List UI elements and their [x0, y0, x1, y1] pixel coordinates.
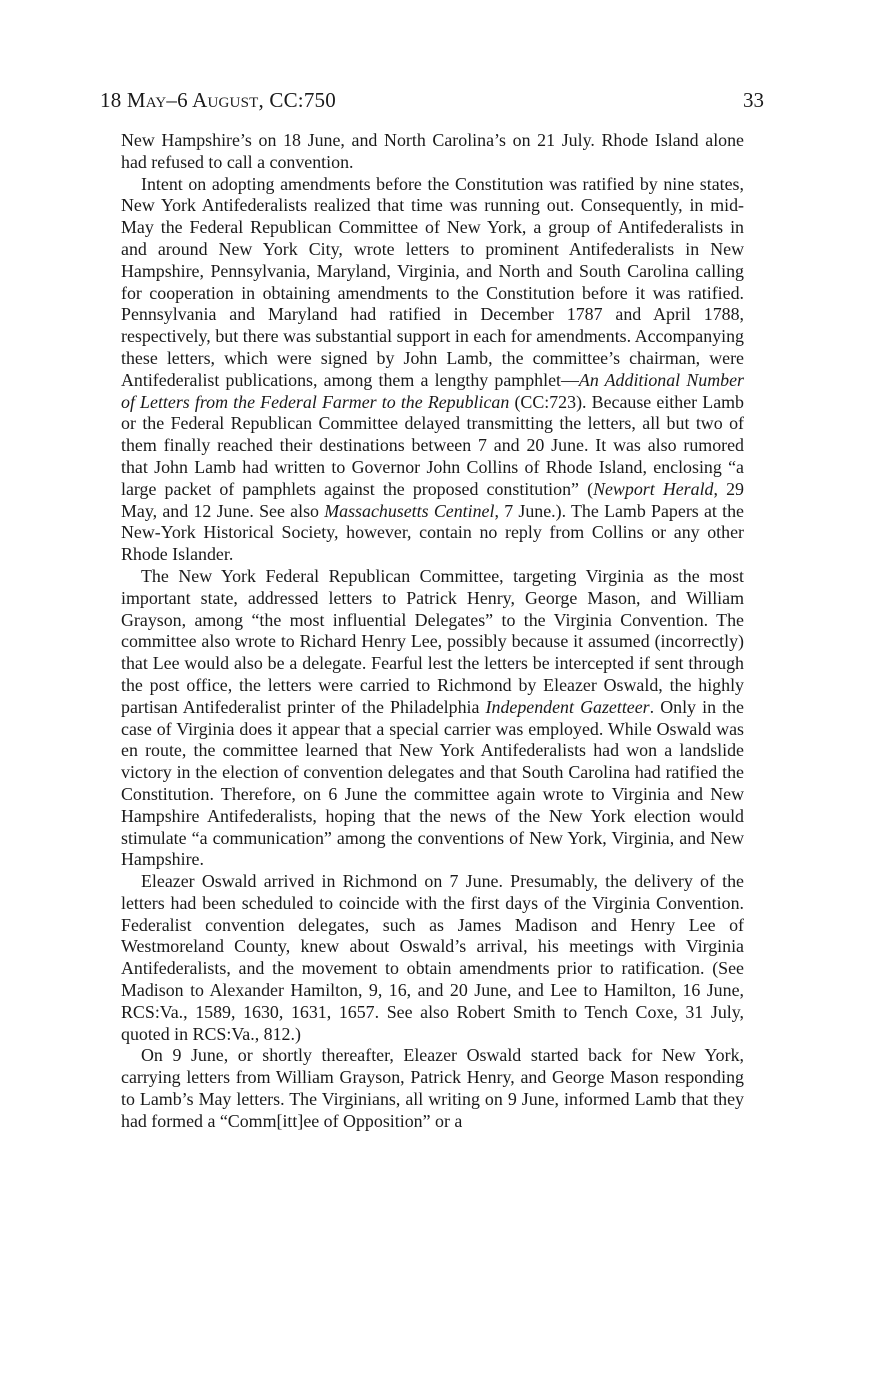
paragraph-1 [121, 130, 744, 174]
paragraph-4 [121, 871, 744, 1045]
body-text [121, 130, 744, 1133]
paragraph-1-text: New Hampshire’s on 18 June, and North Carolina’s on 21 July. Rhode Island alone had refused to call a convention. [121, 130, 744, 172]
page-number: 33 [743, 88, 764, 112]
paragraph-2-text: , 29 May, and 12 June. See also [121, 478, 745, 521]
pamphlet-title: An Additional Number of Letters from the Federal Farmer to the Republican [121, 369, 744, 412]
paragraph-4-text: Eleazer Oswald arrived in Richmond on 7 June. Presumably, the delivery of the letters had been scheduled to coincide with the first days of the Virginia Convention. Federalist convention delegates, such as James Madison and Henry Lee of Westmoreland County, knew about Oswald’s arrival, his meetings with Virginia Antifederalists, and the movement to obtain amendments prior to ratification. (See Madison to Alexander Hamilton, 9, 16, and 20 June, and Lee to Hamilton, 16 June, RCS:Va., 1589, 1630, 1631, 1657. See also Robert Smith to Tench Coxe, 31 July, quoted in RCS:Va., 812.) [121, 871, 744, 1044]
paragraph-5-text: On 9 June, or shortly thereafter, Eleazer Oswald started back for New York, carrying letters from William Grayson, Patrick Henry, and George Mason responding to Lamb’s May letters. The Virginians, all writing on 9 June, informed Lamb that they had formed a “Comm[itt]ee of Opposition” or a [121, 1045, 744, 1131]
page-header [100, 82, 764, 118]
paragraph-2-text: Intent on adopting amendments before the Constitution was ratified by nine states, New York Antifederalists realized that time was running out. Consequently, in mid-May the Federal Republican Committee of New York, a group of Antifederalists in and around New York City, wrote letters to prominent Antifederalists in New Hampshire, Pennsylvania, Maryland, Virginia, and North and South Carolina calling for cooperation in obtaining amendments to the Constitution before it was ratified. Pennsylvania and Maryland had ratified in December 1787 and April 1788, respectively, but there was substantial support in each for amendments. Accompanying these letters, which were signed by John Lamb, the committee’s chairman, were Antifederalist publications, among them a lengthy pamphlet— [121, 173, 744, 390]
newspaper-title: Massachusetts Centinel [324, 500, 495, 521]
newspaper-title: Newport Herald [593, 478, 714, 499]
paragraph-3-text: The New York Federal Republican Committee, targeting Virginia as the most important state, addressed letters to Patrick Henry, George Mason, and William Grayson, among “the most influential Delegates” to the Virginia Convention. The committee also wrote to Richard Henry Lee, possibly because it assumed (incorrectly) that Lee would also be a delegate. Fearful lest the letters be intercepted if sent through the post office, the letters were carried to Richmond by Eleazer Oswald, the highly partisan Antifederalist printer of the Philadelphia [121, 565, 744, 717]
running-head-date-range: May–6 August [126, 88, 259, 112]
running-head [100, 82, 336, 118]
running-head-document-number: , CC:750 [258, 88, 336, 112]
paragraph-2 [121, 174, 744, 566]
paragraph-5 [121, 1045, 744, 1132]
running-head-prefix: 18 [100, 88, 127, 112]
paragraph-3-text: . Only in the case of Virginia does it appear that a special carrier was employed. While Oswald was en route, the committee learned that New York Antifederalists had won a landslide victory in the election of convention delegates and that South Carolina had ratified the Constitution. Therefore, on 6 June the committee again wrote to Virginia and New Hampshire Antifederalists, hoping that the news of the New York election would stimulate “a communication” among the conventions of New York, Virginia, and New Hampshire. [121, 696, 744, 870]
paragraph-3 [121, 566, 744, 871]
paragraph-2-text: (CC:723). Because either Lamb or the Federal Republican Committee delayed transmitting the letters, all but two of them finally reached their destinations between 7 and 20 June. It was also rumored that John Lamb had written to Governor John Collins of Rhode Island, enclosing “a large packet of pamphlets against the proposed constitution” ( [121, 391, 744, 499]
paragraph-2-text: , 7 June.). The Lamb Papers at the New-York Historical Society, however, contain no reply from Collins or any other Rhode Islander. [121, 500, 744, 565]
newspaper-title: Independent Gazetteer [485, 696, 650, 717]
